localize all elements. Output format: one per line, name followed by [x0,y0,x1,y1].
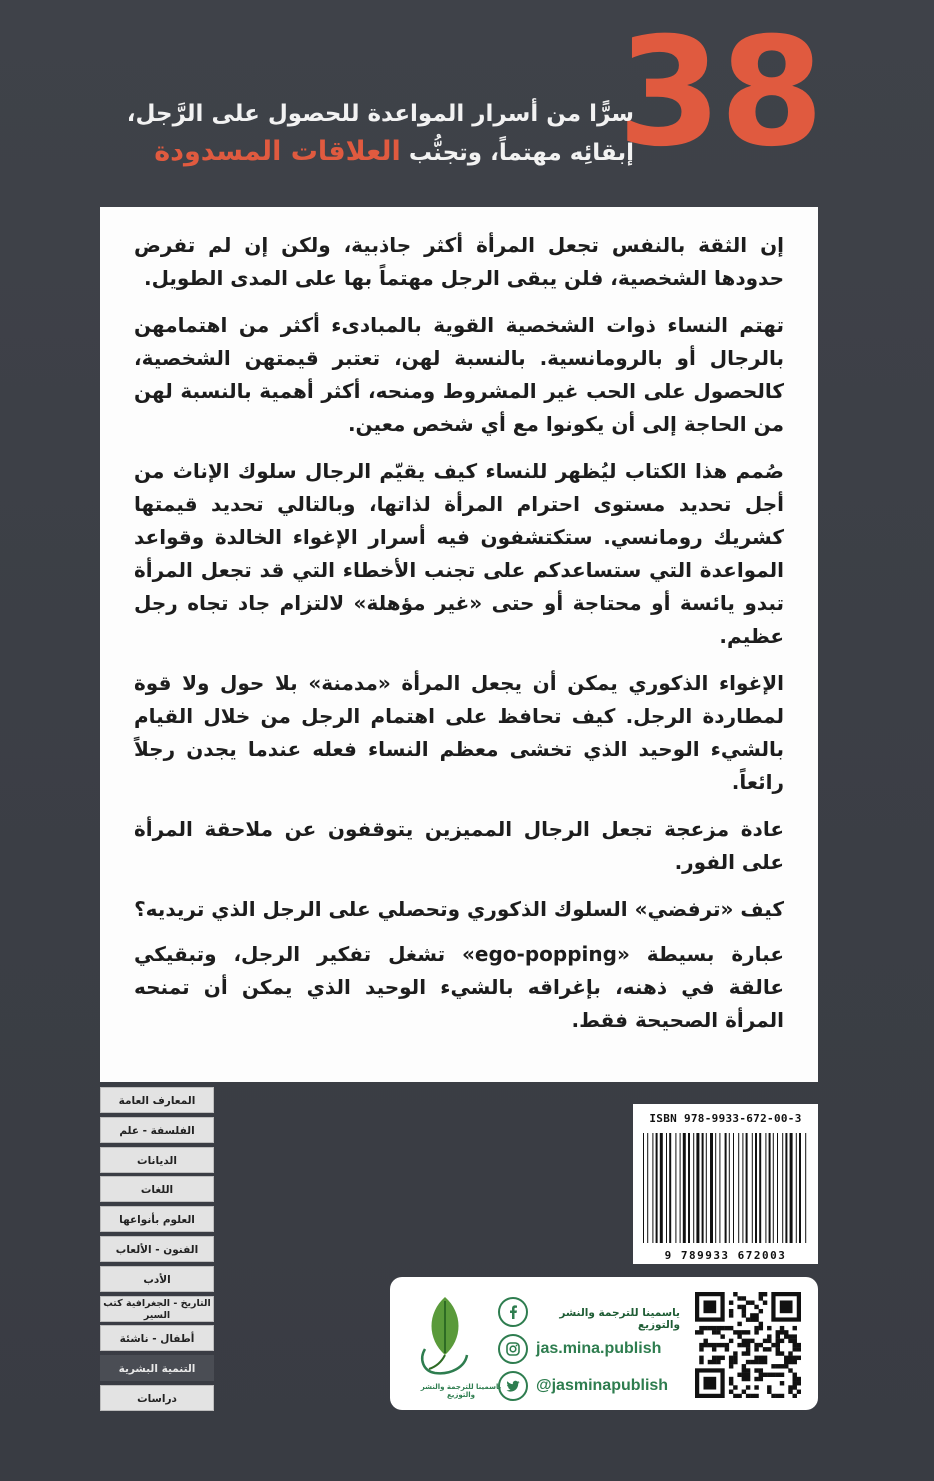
instagram-row[interactable] [498,1334,661,1364]
category-tab: دراسات [100,1385,214,1411]
twitter-icon[interactable] [498,1371,528,1401]
facebook-icon[interactable] [498,1297,528,1327]
qr-code-icon[interactable] [695,1292,801,1398]
category-tab: اللغات [100,1176,214,1202]
blurb-paragraph: عادة مزعجة تجعل الرجال المميزين يتوقفون عن ملاحقة المرأة على الفور. [134,817,784,874]
publisher-logo [405,1289,502,1401]
blurb-paragraph: عبارة بسيطة «ego-popping» تشغل تفكير الرجل، وتبقيكي عالقة في ذهنه، بإغراقه بالشيء الوحيد الذي يمكن أن تمنحه المرأة الصحيحة فقط. [134,942,784,1032]
jasmine-leaf-icon [405,1289,485,1381]
publisher-box [390,1277,818,1410]
category-tabs [100,1087,214,1415]
headline-line-2 [74,133,634,172]
instagram-handle[interactable]: jas.mina.publish [536,1340,662,1357]
headline-line-2-text: إبقائِه مهتماً، وتجنُّب [400,140,634,166]
blurb-paragraph: صُمم هذا الكتاب ليُظهر للنساء كيف يقيّم الرجال سلوك الإناث من أجل تحديد مستوى احترام المرأة لذاتها، وبالتالي تحديد قيمتها كشريك رومانسي. ستكتشفون فيه أسرار الإغواء الخالدة وقواعد المواعدة التي ستساعدكم على تجنب الأخطاء التي قد تجعل المرأة تبدو يائسة أو محتاجة أو حتى «غير مؤهلة» لالتزام جاد تجاه رجل عظيم. [134,459,784,648]
category-tab: التاريخ - الجغرافية كتب السير [100,1296,214,1322]
category-tab: الفلسفة - علم [100,1117,214,1143]
publisher-name: ياسمينا للترجمة والنشر والتوزيع [559,1307,680,1331]
category-tab-active: التنمية البشرية [100,1355,214,1381]
instagram-icon[interactable] [498,1334,528,1364]
isbn-label: ISBN 978-9933-672-00-3 [649,1112,802,1125]
barcode-icon [641,1133,810,1243]
headline-number: 38 [617,6,822,180]
blurb-paragraph: كيف «ترفضي» السلوك الذكوري وتحصلي على الرجل الذي تريديه؟ [134,897,784,921]
isbn-box [633,1104,818,1264]
category-tab: العلوم بأنواعها [100,1206,214,1232]
blurb-paragraph: تهتم النساء ذوات الشخصية القوية بالمبادىء أكثر من اهتمامهن بالرجال أو بالرومانسية. بالنسبة لهن، تعتبر قيمتهن الشخصية، كالحصول على الحب غير المشروط ومنحه، أكثر أهمية بالنسبة لهن من الحاجة إلى أن يكونوا مع أي شخص معين. [134,313,784,436]
category-tab: الأدب [100,1266,214,1292]
category-tab: أطفال - ناشئة [100,1325,214,1351]
barcode-number: 9 789933 672003 [664,1249,787,1262]
category-tab: المعارف العامة [100,1087,214,1113]
headline [74,95,634,172]
blurb-paragraph: الإغواء الذكوري يمكن أن يجعل المرأة «مدمنة» بلا حول ولا قوة لمطاردة الرجل. كيف تحافظ على اهتمام الرجل من خلال القيام بالشيء الوحيد الذي تخشى معظم النساء فعله عندما يجدن رجلاً رائعاً. [134,671,784,794]
publisher-logo-text: ياسمينا للترجمة والنشر والتوزيع [420,1383,502,1399]
headline-highlight: العلاقات المسدودة [154,136,401,167]
twitter-handle[interactable]: @jasminapublish [536,1377,669,1394]
facebook-row[interactable] [498,1297,528,1327]
blurb-box [100,207,818,1082]
blurb-paragraph: إن الثقة بالنفس تجعل المرأة أكثر جاذبية، ولكن إن لم تفرض حدودها الشخصية، فلن يبقى الرجل مهتماً بها على المدى الطويل. [134,233,784,290]
category-tab: الفنون - الألعاب [100,1236,214,1262]
twitter-row[interactable] [498,1371,668,1401]
category-tab: الديانات [100,1147,214,1173]
headline-line-1: سرًّا من أسرار المواعدة للحصول على الرَّجل، [126,101,634,127]
